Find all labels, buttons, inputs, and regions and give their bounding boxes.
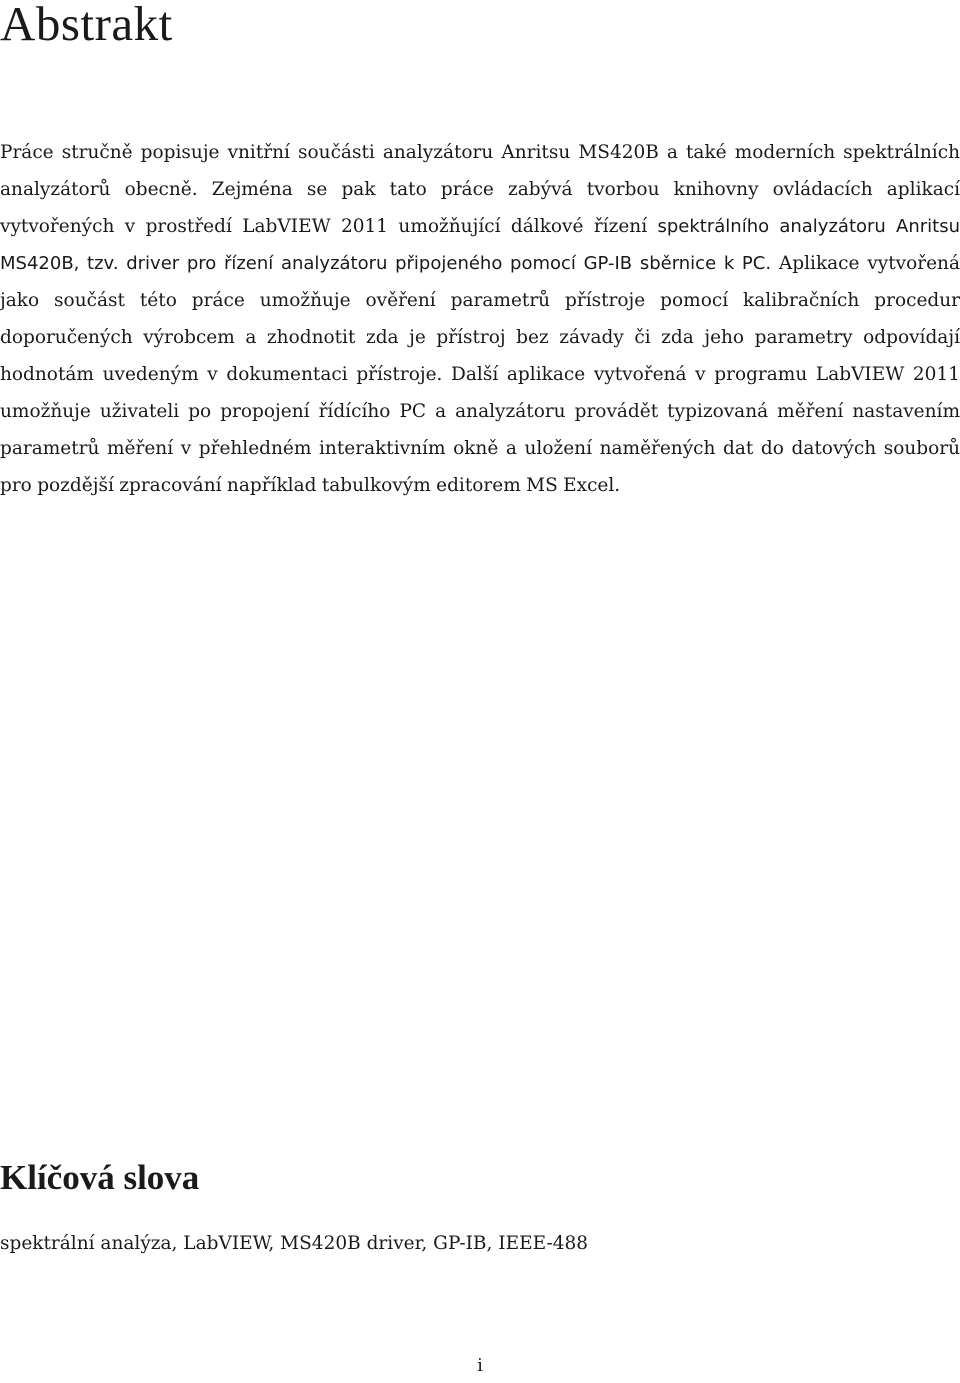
abstract-text-part1: Práce stručně popisuje vnitřní součásti analyzátoru Anritsu MS420B a také moderních spektrálních analyzátorů obecně. Zejména se pak tato práce zabývá tvorbou knihovny ovládacích aplikací vytvořených v prostředí LabVIEW 2011 umožňující dálkové řízení <box>0 142 960 237</box>
abstract-text-part2: Aplikace vytvořená jako součást této práce umožňuje ověření parametrů přístroje pomocí kalibračních procedur doporučených výrobcem a zhodnotit zda je přístroj bez závady či zda jeho parametry odpovídají hodnotám uvedeným v dokumentaci přístroje. Další aplikace vytvořená v programu LabVIEW 2011 umožňuje uživateli po propojení řídícího PC a analyzátoru provádět typizovaná měření nastavením parametrů měření v přehledném interaktivním okně a uložení naměřených dat do datových souborů pro pozdější zpracování například tabulkovým editorem MS Excel. <box>0 253 960 496</box>
abstract-paragraph <box>0 134 960 504</box>
abstract-heading: Abstrakt <box>0 0 173 51</box>
abstract-text-sans-segment: spektrálního analyzátoru Anritsu MS420B, tzv. driver pro řízení analyzátoru připojeného pomocí GP-IB sběrnice k PC. <box>0 216 960 274</box>
page-number: i <box>477 1355 483 1376</box>
keywords-list: spektrální analýza, LabVIEW, MS420B driver, GP-IB, IEEE-488 <box>0 1233 589 1254</box>
keywords-heading: Klíčová slova <box>0 1158 200 1197</box>
